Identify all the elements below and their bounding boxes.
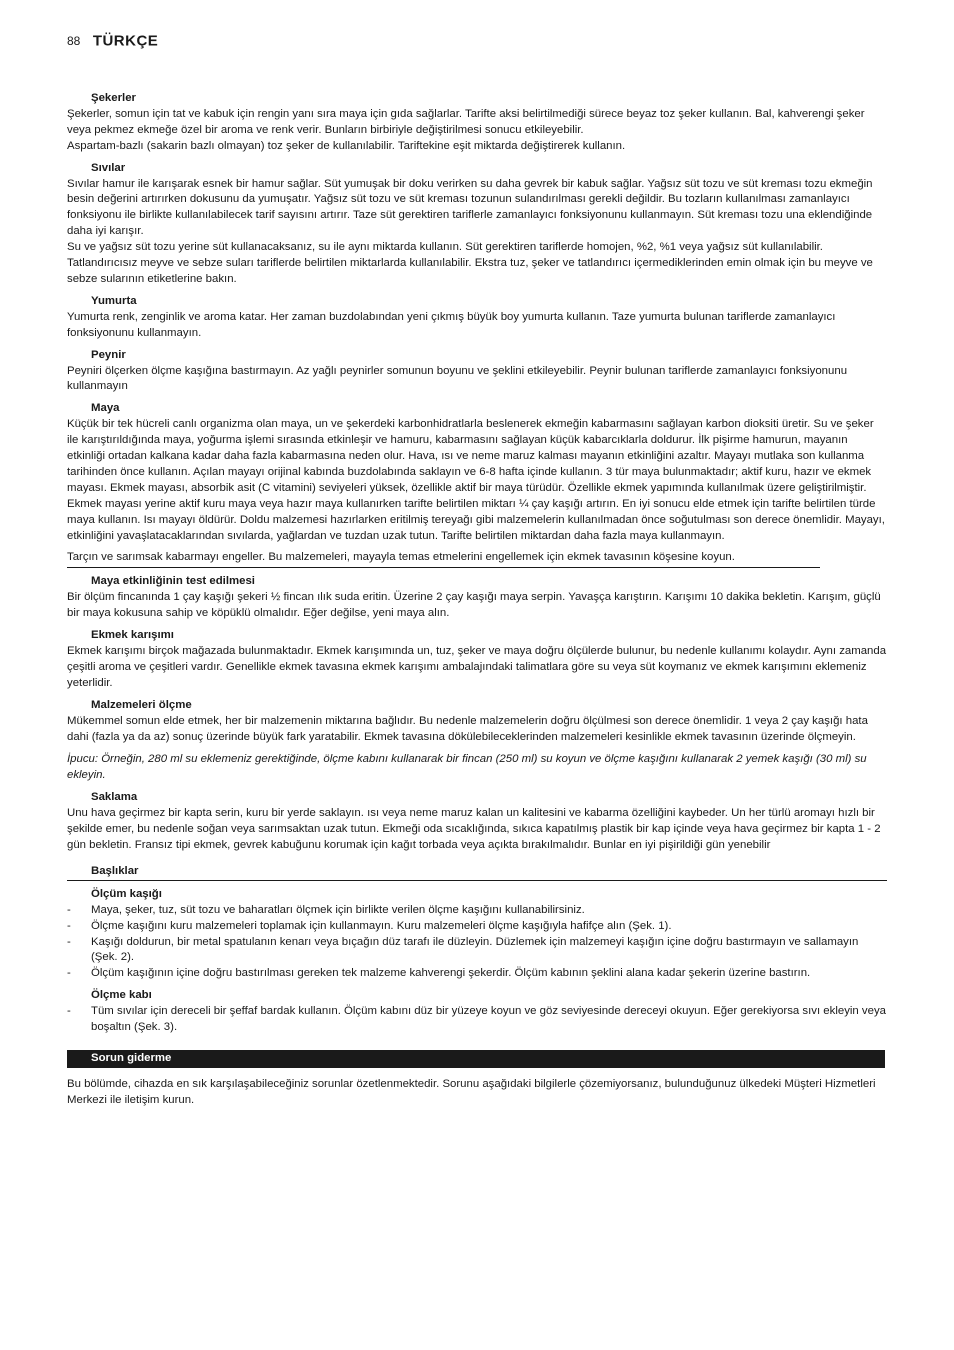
paragraph: Bu bölümde, cihazda en sık karşılaşabileceğiniz sorunlar özetlenmektedir. Sorunu aşağıdaki bilgilerle çözemiyorsanız, bulunduğunuz ülkedeki Müşteri Hizmetleri Merkezi ile iletişim kurun. [67, 1077, 876, 1106]
heading-maya: Maya [91, 402, 120, 415]
list-item: - Ölçüm kaşığının içine doğru bastırılması gereken tek malzeme kahverengi şekerdir. Ölçüm kabının şeklini alana kadar şekerin üzerine bastırın. [67, 966, 887, 982]
paragraph: Mükemmel somun elde etmek, her bir malzemenin miktarına bağlıdır. Bu nedenle malzemelerin doğru ölçülmesi son derece önemlidir. 1 veya 2 çay kaşığı hata dahi (fazla ya da az) sonuç üzerinde büyük fark yaratabilir. Ekmek tavasına dökülebileceklerinden malzemeleri kesinlikle ekmek tavasının üzerinde ölçmeyin. [67, 714, 868, 743]
page-header [67, 32, 158, 52]
paragraph: Peyniri ölçerken ölçme kaşığına bastırmayın. Az yağlı peynirler somunun boyunu ve şeklini etkileyebilir. Peynir bulunan tariflerde zamanlayıcı fonksiyonunu kullanmayın [67, 364, 848, 393]
paragraph: Bir ölçüm fincanında 1 çay kaşığı şekeri ½ fincan ılık suda eritin. Üzerine 2 çay kaşığı maya serpin. Yavaşça karıştırın. Karışımı 10 dakika bekletin. Karışım, güçlü bir maya kokusuna sahip ve köpüklü olmalıdır. Eğer değilse, yeni maya alın. [67, 591, 881, 620]
paragraph: Küçük bir tek hücreli canlı organizma olan maya, un ve şekerdeki karbonhidratlarla beslenerek ekmeğin kabarmasını sağlayan karbon dioksiti üretir. Su ve şeker ile karıştırıldığında maya, yoğurma işlemi sırasında etkinleşir ve hamuru, kabarmasını sağlayan küçük kabarcıklarla doldurur. İlk pişirme hamurun, mayanın etkinliği ortadan kalkana kadar daha fazla kabarmasına neden olur. Hava, ısı ve neme maruz kalması mayanın etkinliğini azaltır. Mayayı mutlaka son kullanma tarihinden önce kullanın. Açılan mayayı orijinal kabında buzdolabında saklayın ve 6-8 hafta içinde kullanın. 3 tür maya bulunmaktadır; aktif kuru, hazır ve ekmek mayası. Ekmek mayası, absorbik asit (C vitamini) seviyeleri yüksek, özellikle aktif bir maya türüdür. Özellikle ekmek yapımında kullanılmak üzere geliştirilmiştir. Ekmek mayası yerine aktif kuru maya veya hazır maya kullanırken tarifte belirtilen miktarı ¼ çay kaşığı artırın. En iyi sonucu elde etmek için tarifte belirtilen türde maya kullanın. Isı mayayı öldürür. Doldu malzemesi hazırlarken eritilmiş tereyağı gibi malzemelerin kullanılmadan önce soğutulması son derece önemlidir. Mayayı, etkinliğini yavaşlatacaklarından sıvılarda, yağlardan ve tuzdan uzak tutun. Tarifte belirtilen miktardan daha fazla maya kullanmayın. [67, 418, 885, 542]
paragraph: Ekmek karışımı birçok mağazada bulunmaktadır. Ekmek karışımında un, tuz, şeker ve maya doğru ölçülerde bulunur, bu nedenle kullanımı kolaydır. Aynı zamanda çeşitli aroma ve çeşitleri vardır. Genellikle ekmek tavasına ekmek karışımı ambalajındaki talimatlara göre su veya süt koymanız ve ekmek karışımını eklemeniz yeterlidir. [67, 645, 887, 689]
heading-maya-test: Maya etkinliğinin test edilmesi [91, 575, 255, 588]
heading-peynir: Peynir [91, 348, 126, 361]
heading-saklama: Saklama [91, 791, 138, 804]
olcum-kasigi-list [67, 903, 887, 983]
heading-yumurta: Yumurta [91, 294, 137, 307]
section-heading-basliklar: Başlıklar [67, 864, 887, 881]
page-number: 88 [67, 33, 81, 48]
heading-sivilar: Sıvılar [91, 161, 126, 174]
paragraph: Yumurta renk, zenginlik ve aroma katar. Her zaman buzdolabından yeni çıkmış büyük boy yumurta kullanın. Taze yumurta bulunan tariflerde zamanlayıcı fonksiyonunu kullanmayın. [67, 310, 836, 339]
warning-note: Tarçın ve sarımsak kabarmayı engeller. Bu malzemeleri, mayayla temas etmelerini engellemek için ekmek tavasının köşesine koyun. [67, 550, 820, 568]
heading-malzemeleri-olcme: Malzemeleri ölçme [91, 698, 192, 711]
paragraph: Sıvılar hamur ile karışarak esnek bir hamur sağlar. Süt yumuşak bir doku verirken su daha gevrek bir kabuk sağlar. Yağsız süt tozu ve süt kreması tozu ekmeğin besin değerini artırırken dokusunu da yumuşatır. Yağsız süt tozu ve süt kreması tozunun sulandırılması gerekli değildir. Bu tozların kullanılması zamanlayıcı fonksiyonu ile birlikte kullanılabilecek tarif sayısını artırır. Taze süt gerektiren tariflerle zamanlayıcı fonksiyonunu kullanmayın. Süt kreması tozu una eklendiğinde daha iyi karışır. [67, 177, 873, 238]
list-item: - Kaşığı doldurun, bir metal spatulanın kenarı veya bıçağın düz tarafı ile düzleyin. Düzlemek için malzemeyi kaşığın içine doğru bastırmayın ve sallamayın (Şek. 2). [67, 935, 887, 967]
list-item: - Ölçme kaşığını kuru malzemeleri toplamak için kullanmayın. Kuru malzemeleri ölçme kaşığıyla hafifçe alın (Şek. 1). [67, 919, 887, 935]
paragraph: Unu hava geçirmez bir kapta serin, kuru bir yerde saklayın. ısı veya neme maruz kalan un kalitesini ve kabarma özelliğini kaybeder. Un her türlü aromayı hızlı bir şekilde emer, bu nedenle soğan veya sarımsaktan uzak tutun. Ekmeği oda sıcaklığında, sıkıca kapatılmış plastik bir kap içinde veya hava geçirmez bir kapta 1 - 2 gün bekletin. Fransız tipi ekmek, gevrek kabuğunu korumak için kağıt torbada veya açıkta bırakılmalıdır. Bunlar en iyi pişirildiği gün yenebilir [67, 807, 881, 851]
paragraph: Şekerler, somun için tat ve kabuk için rengin yanı sıra maya için gıda sağlarlar. Tarifte aksi belirtilmediği sürece beyaz toz şeker kullanın. Bal, kahverengi şeker veya pekmez ekmeğe özel bir aroma ve renk verir. Bunların birbiriyle değiştirilmesi sonucu etkileyebilir. [67, 107, 865, 136]
heading-olcum-kasigi: Ölçüm kaşığı [91, 887, 162, 900]
heading-sekerler: Şekerler [91, 92, 136, 104]
list-item: - Maya, şeker, tuz, süt tozu ve baharatları ölçmek için birlikte verilen ölçme kaşığını kullanabilirsiniz. [67, 903, 887, 919]
heading-ekmek-karisimi: Ekmek karışımı [91, 629, 174, 642]
olcme-kabi-list [67, 1004, 887, 1036]
language-title: TÜRKÇE [92, 32, 159, 50]
list-item: - Tüm sıvılar için dereceli bir şeffaf bardak kullanın. Ölçüm kabını düz bir yüzeye koyun ve göz seviyesinde dereceyi okuyun. Eğer gerekiyorsa sıvı ekleyin veya boşaltın (Şek. 3). [67, 1004, 887, 1036]
paragraph: Su ve yağsız süt tozu yerine süt kullanacaksanız, su ile aynı miktarda kullanın. Süt gerektiren tariflerde homojen, %2, %1 veya yağsız süt kullanılabilir. Tatlandırıcısız meyve ve sebze suları tariflerde belirtilen miktarlarda kullanılabilir. Ekstra tuz, şeker ve tatlandırıcı içermediklerinden emin olmak için bu meyve ve sebze sularının etiketlerine bakın. [67, 241, 873, 285]
section-bar-sorun-giderme: Sorun giderme [67, 1050, 885, 1068]
paragraph: Aspartam-bazlı (sakarin bazlı olmayan) toz şeker de kullanılabilir. Tariftekine eşit miktarda değiştirerek kullanın. [67, 139, 626, 152]
tip-note: İpucu: Örneğin, 280 ml su eklemeniz gerektiğinde, ölçme kabını kullanarak bir fincan (250 ml) su koyun ve ölçme kaşığını kullanarak 2 yemek kaşığı (30 ml) su ekleyin. [67, 753, 867, 782]
page-content [67, 91, 887, 1109]
heading-olcme-kabi: Ölçme kabı [91, 989, 152, 1002]
